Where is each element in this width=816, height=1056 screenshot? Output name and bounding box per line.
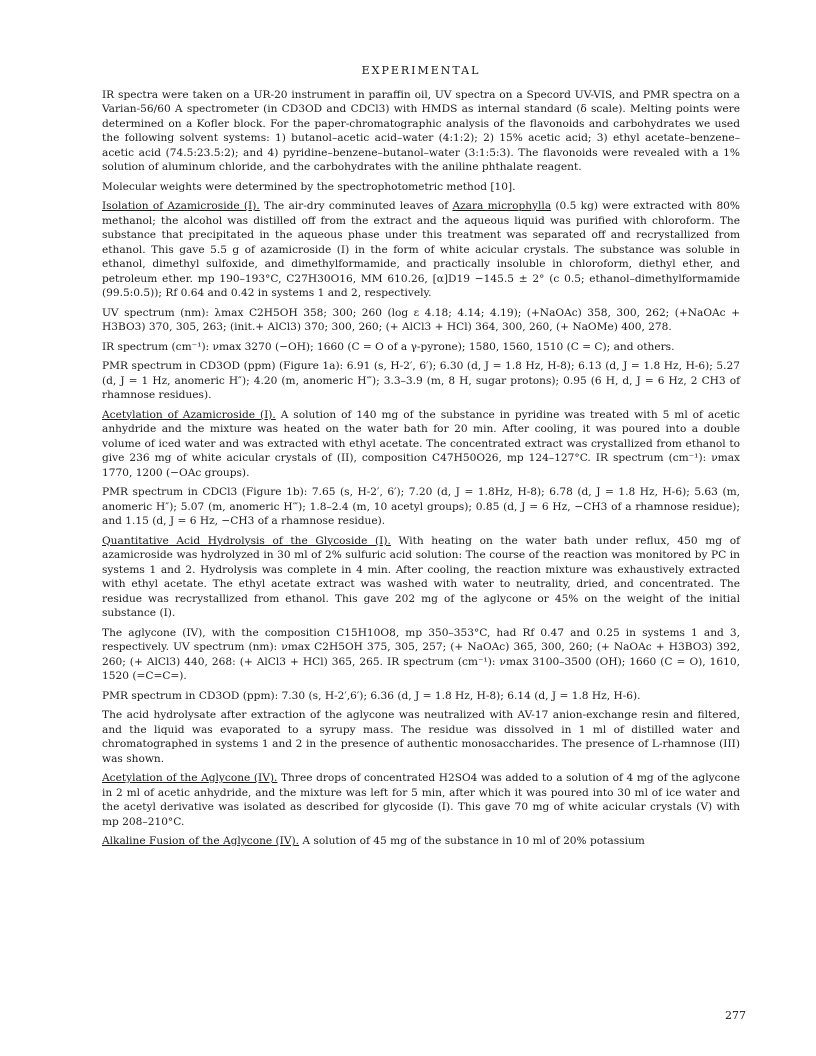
- acetylation-i-text: A solution of 140 mg of the substance in pyridine was treated with 5 ml of acetic anhydride and the mixture was heated on the water bath for 20 min. After cooling, it was poured into a double volume of iced water and was extracted with ethyl acetate. The concentrated extract was crystallized from ethanol to give 236 mg of white acicular crystals of (II), composition C47H50O26, mp 124–127°C. IR spectrum (cm⁻¹): νmax 1770, 1200 (−OAc groups).: [102, 408, 740, 479]
- paragraph-aglycone: The aglycone (IV), with the composition C15H10O8, mp 350–353°C, had Rf 0.47 and 0.25 in systems 1 and 3, respectively. UV spectrum (nm): νmax C2H5OH 375, 305, 257; (+ NaOAc) 365, 300, 260; (+ NaOAc + H3BO3) 392, 260; (+ AlCl3) 440, 268: (+ AlCl3 + HCl) 365, 265. IR spectrum (cm⁻¹): νmax 3100–3500 (OH); 1660 (C = O), 1610, 1520 (=C=C=).: [102, 626, 740, 682]
- paragraph-alkaline-fusion: [102, 834, 740, 849]
- subsection-title-hydrolysis: Quantitative Acid Hydrolysis of the Glycoside (I).: [102, 534, 391, 547]
- acetylation-iv-text: Three drops of concentrated H2SO4 was added to a solution of 4 mg of the aglycone in 2 ml of acetic anhydride, and the mixture was left for 5 min, after which it was poured into 30 ml of ice water and the acetyl derivative was isolated as described for glycoside (I). This gave 70 mg of white acicular crystals (V) with mp 208–210°C.: [102, 772, 740, 828]
- paragraph-ir-spectrum-i: IR spectrum (cm⁻¹): νmax 3270 (−OH); 1660 (C = O of a γ-pyrone); 1580, 1560, 1510 (C = C); and others.: [102, 340, 675, 353]
- article-body: [102, 64, 740, 854]
- paragraph-uv-spectrum-i: UV spectrum (nm): λmax C2H5OH 358; 300; 260 (log ε 4.18; 4.14; 4.19); (+NaOAc) 358, 300, 262; (+NaOAc + H3BO3) 370, 305, 263; (init.+ AlCl3) 370; 300, 260; (+ AlCl3 + HCl) 364, 300, 260, (+ NaOMe) 400, 278.: [102, 306, 740, 333]
- hydrolysis-text: With heating on the water bath under reflux, 450 mg of azamicroside was hydrolyzed in 30 ml of 2% sulfuric acid solution: The course of the reaction was monitored by PC in systems 1 and 2. Hydrolysis was complete in 4 min. After cooling, the reaction mixture was exhaustively extracted with ethyl acetate. The ethyl acetate extract was washed with water to neutrality, dried, and concentrated. The residue was recrystallized from ethanol. This gave 202 mg of the aglycone or 45% on the weight of the initial substance (I).: [102, 534, 740, 619]
- subsection-title-alkaline-fusion: Alkaline Fusion of the Aglycone (IV).: [102, 835, 300, 847]
- isolation-text-a: The air-dry comminuted leaves of: [259, 200, 453, 212]
- page-number: 277: [725, 1009, 746, 1022]
- paragraph-pmr-spectrum-i: PMR spectrum in CD3OD (ppm) (Figure 1a): 6.91 (s, H-2′, 6′); 6.30 (d, J = 1.8 Hz, H-8); 6.13 (d, J = 1.8 Hz, H-6); 5.27 (d, J = 1 Hz, anomeric H″); 4.20 (m, anomeric H‴); 3.3–3.9 (m, 8 H, sugar protons); 0.95 (6 H, d, J = 6 Hz, 2 CH3 of rhamnose residues).: [102, 360, 740, 401]
- species-name: Azara microphylla: [452, 200, 552, 212]
- subsection-title-acetylation-iv: Acetylation of the Aglycone (IV).: [102, 772, 278, 784]
- paragraph-molecular-weights: Molecular weights were determined by the spectrophotometric method [10].: [102, 180, 516, 193]
- paragraph-pmr-spectrum-iv: PMR spectrum in CD3OD (ppm): 7.30 (s, H-2′,6′); 6.36 (d, J = 1.8 Hz, H-8); 6.14 (d, J = 1.8 Hz, H-6).: [102, 689, 641, 702]
- alkaline-fusion-text: A solution of 45 mg of the substance in 10 ml of 20% potassium: [299, 835, 645, 847]
- paragraph-isolation: [102, 199, 740, 301]
- subsection-title-acetylation-i: Acetylation of Azamicroside (I).: [102, 408, 276, 421]
- paragraph-acetylation-i: [102, 408, 740, 481]
- paragraph-hydrolysate: The acid hydrolysate after extraction of the aglycone was neutralized with AV-17 anion-exchange resin and filtered, and the liquid was evaporated to a syrupy mass. The residue was dissolved in 1 ml of distilled water and chromatographed in systems 1 and 2 in the presence of authentic monosaccharides. The presence of L-rhamnose (III) was shown.: [102, 709, 740, 765]
- isolation-text-b: (0.5 kg) were extracted with 80% methanol; the alcohol was distilled off from the extract and the aqueous liquid was purified with chloroform. The substance that precipitated in the aqueous phase under this treatment was separated off and recrystallized from ethanol. This gave 5.5 g of azamicroside (I) in the form of white acicular crystals. The substance was soluble in ethanol, dimethyl sulfoxide, and dimethylformamide, and practically insoluble in chloroform, diethyl ether, and petroleum ether. mp 190–193°C, C27H30O16, MM 610.26, [α]D19 −145.5 ± 2° (c 0.5; ethanol–dimethylformamide (99.5:0.5)); Rf 0.64 and 0.42 in systems 1 and 2, respectively.: [102, 200, 740, 299]
- paragraph-hydrolysis: [102, 534, 740, 621]
- section-heading: EXPERIMENTAL: [361, 64, 481, 77]
- paragraph-pmr-spectrum-ii: PMR spectrum in CDCl3 (Figure 1b): 7.65 (s, H-2′, 6′); 7.20 (d, J = 1.8Hz, H-8); 6.78 (d, J = 1.8 Hz, H-6); 5.63 (m, anomeric H″); 5.07 (m, anomeric H‴); 1.8–2.4 (m, 10 acetyl groups); 0.85 (d, J = 6 Hz, −CH3 of a rhamnose residue); and 1.15 (d, J = 6 Hz, −CH3 of a rhamnose residue).: [102, 486, 740, 527]
- paragraph-acetylation-iv: [102, 771, 740, 829]
- paragraph-methods: IR spectra were taken on a UR-20 instrument in paraffin oil, UV spectra on a Specord UV-VIS, and PMR spectra on a Varian-56/60 A spectrometer (in CD3OD and CDCl3) with HMDS as internal standard (δ scale). Melting points were determined on a Kofler block. For the paper-chromatographic analysis of the flavonoids and carbohydrates we used the following solvent systems: 1) butanol–acetic acid–water (4:1:2); 2) 15% acetic acid; 3) ethyl acetate–benzene–acetic acid (74.5:23.5:2); and 4) pyridine–benzene–butanol–water (3:1:5:3). The flavonoids were revealed with a 1% solution of aluminum chloride, and the carbohydrates with the aniline phthalate reagent.: [102, 88, 740, 173]
- subsection-title-isolation: Isolation of Azamicroside (I).: [102, 200, 260, 212]
